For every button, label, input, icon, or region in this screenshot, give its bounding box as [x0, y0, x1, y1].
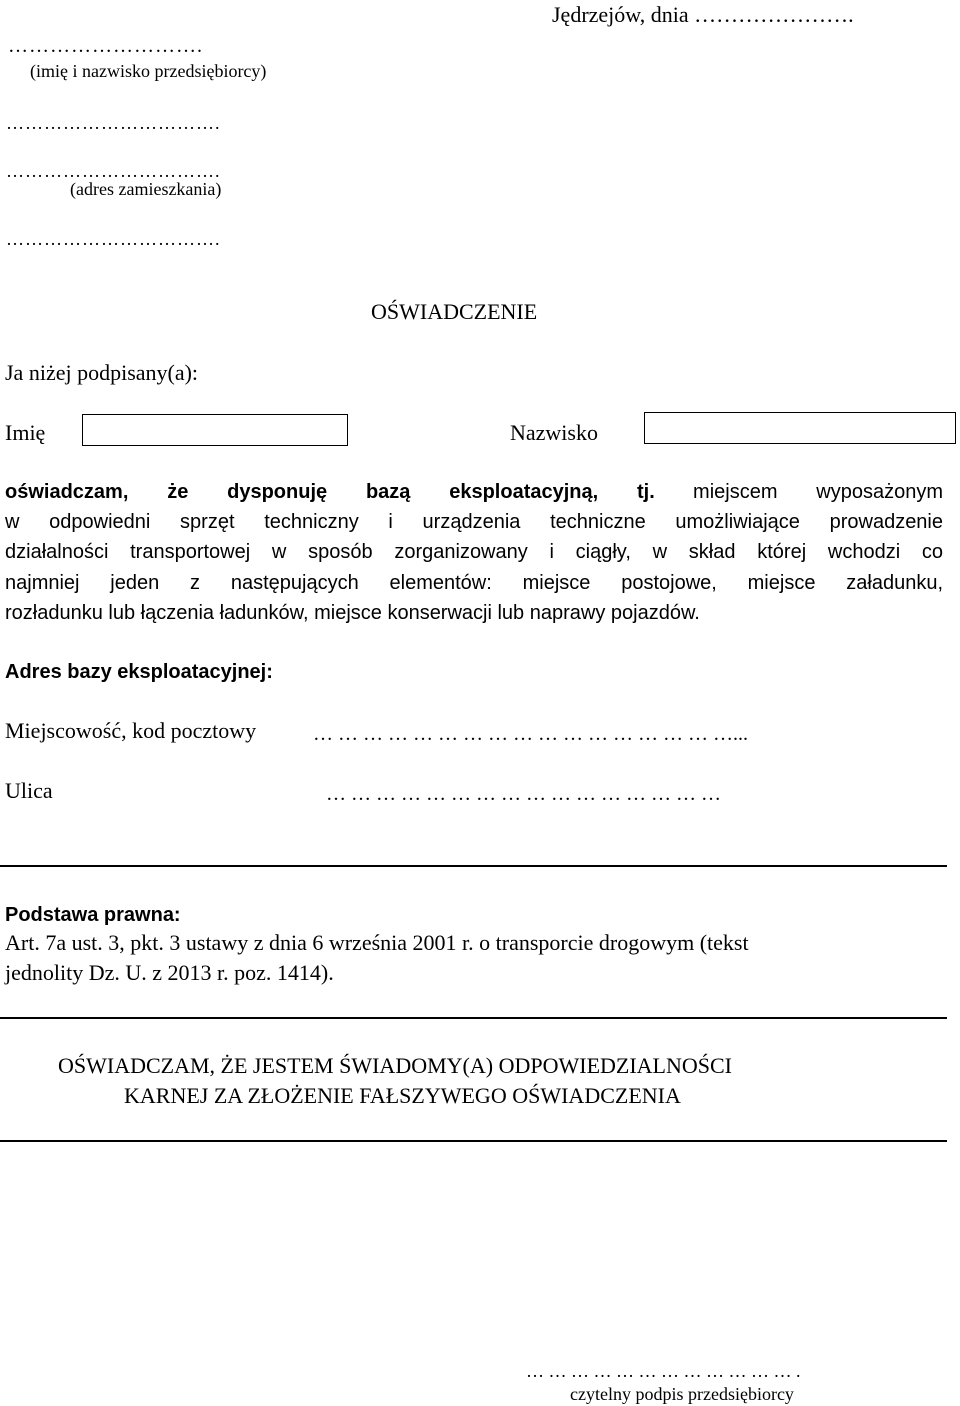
address-caption: (adres zamieszkania) — [70, 179, 222, 199]
liability-statement-line-1: OŚWIADCZAM, ŻE JESTEM ŚWIADOMY(A) ODPOWIEDZIALNOŚCI — [58, 1053, 732, 1078]
address-dots-line-2: ……………………………. — [6, 161, 221, 181]
separator-line-1 — [0, 865, 947, 867]
address-dots-line-3: ……………………………. — [6, 229, 221, 249]
separator-line-3 — [0, 1140, 947, 1142]
signed-intro: Ja niżej podpisany(a): — [5, 360, 199, 385]
declaration-line-1-rest: miejscem wyposażonym — [693, 481, 944, 503]
declaration-line-5: rozładunku lub łączenia ładunków, miejsce konserwacji lub naprawy pojazdów. — [5, 602, 700, 624]
signature-dots: … … … … … … … … … … … … . — [526, 1361, 801, 1381]
place-date-line: Jędrzejów, dnia …………………. — [552, 2, 854, 27]
city-postcode-dots: … … … … … … … … … … … … … … … … …... — [313, 723, 748, 745]
legal-basis-line-1: Art. 7a ust. 3, pkt. 3 ustawy z dnia 6 września 2001 r. o transporcie drogowym (tekst — [5, 930, 749, 955]
street-dots: … … … … … … … … … … … … … … … … — [326, 783, 721, 805]
declaration-line-3: działalności transportowej w sposób zorganizowany i ciągły, w skład której wchodzi co — [5, 541, 943, 563]
last-name-label: Nazwisko — [510, 420, 598, 445]
separator-line-2 — [0, 1017, 947, 1019]
document-title: OŚWIADCZENIE — [371, 299, 538, 324]
legal-basis-line-2: jednolity Dz. U. z 2013 r. poz. 1414). — [5, 960, 334, 985]
legal-basis-heading: Podstawa prawna: — [5, 904, 181, 926]
declaration-line-4: najmniej jeden z następujących elementów: miejsce postojowe, miejsce załadunku, — [5, 572, 943, 594]
declaration-line-2: w odpowiedni sprzęt techniczny i urządzenia techniczne umożliwiające prowadzenie — [5, 511, 943, 533]
signature-caption: czytelny podpis przedsiębiorcy — [570, 1384, 794, 1404]
entrepreneur-name-caption: (imię i nazwisko przedsiębiorcy) — [30, 61, 267, 81]
first-name-label: Imię — [5, 420, 46, 445]
declaration-line-1 — [5, 480, 943, 504]
first-name-field[interactable] — [82, 414, 348, 446]
base-address-heading: Adres bazy eksploatacyjnej: — [5, 661, 273, 683]
city-postcode-label: Miejscowość, kod pocztowy — [5, 718, 257, 743]
liability-statement-line-2: KARNEJ ZA ZŁOŻENIE FAŁSZYWEGO OŚWIADCZENIA — [124, 1083, 681, 1108]
address-dots-line-1: ……………………………. — [6, 113, 221, 133]
street-label: Ulica — [5, 778, 53, 803]
last-name-field[interactable] — [644, 412, 956, 444]
entrepreneur-name-dots: ………………………. — [8, 35, 203, 57]
declaration-lead: oświadczam, że dysponuję bazą eksploatacyjną, tj. — [5, 481, 655, 503]
